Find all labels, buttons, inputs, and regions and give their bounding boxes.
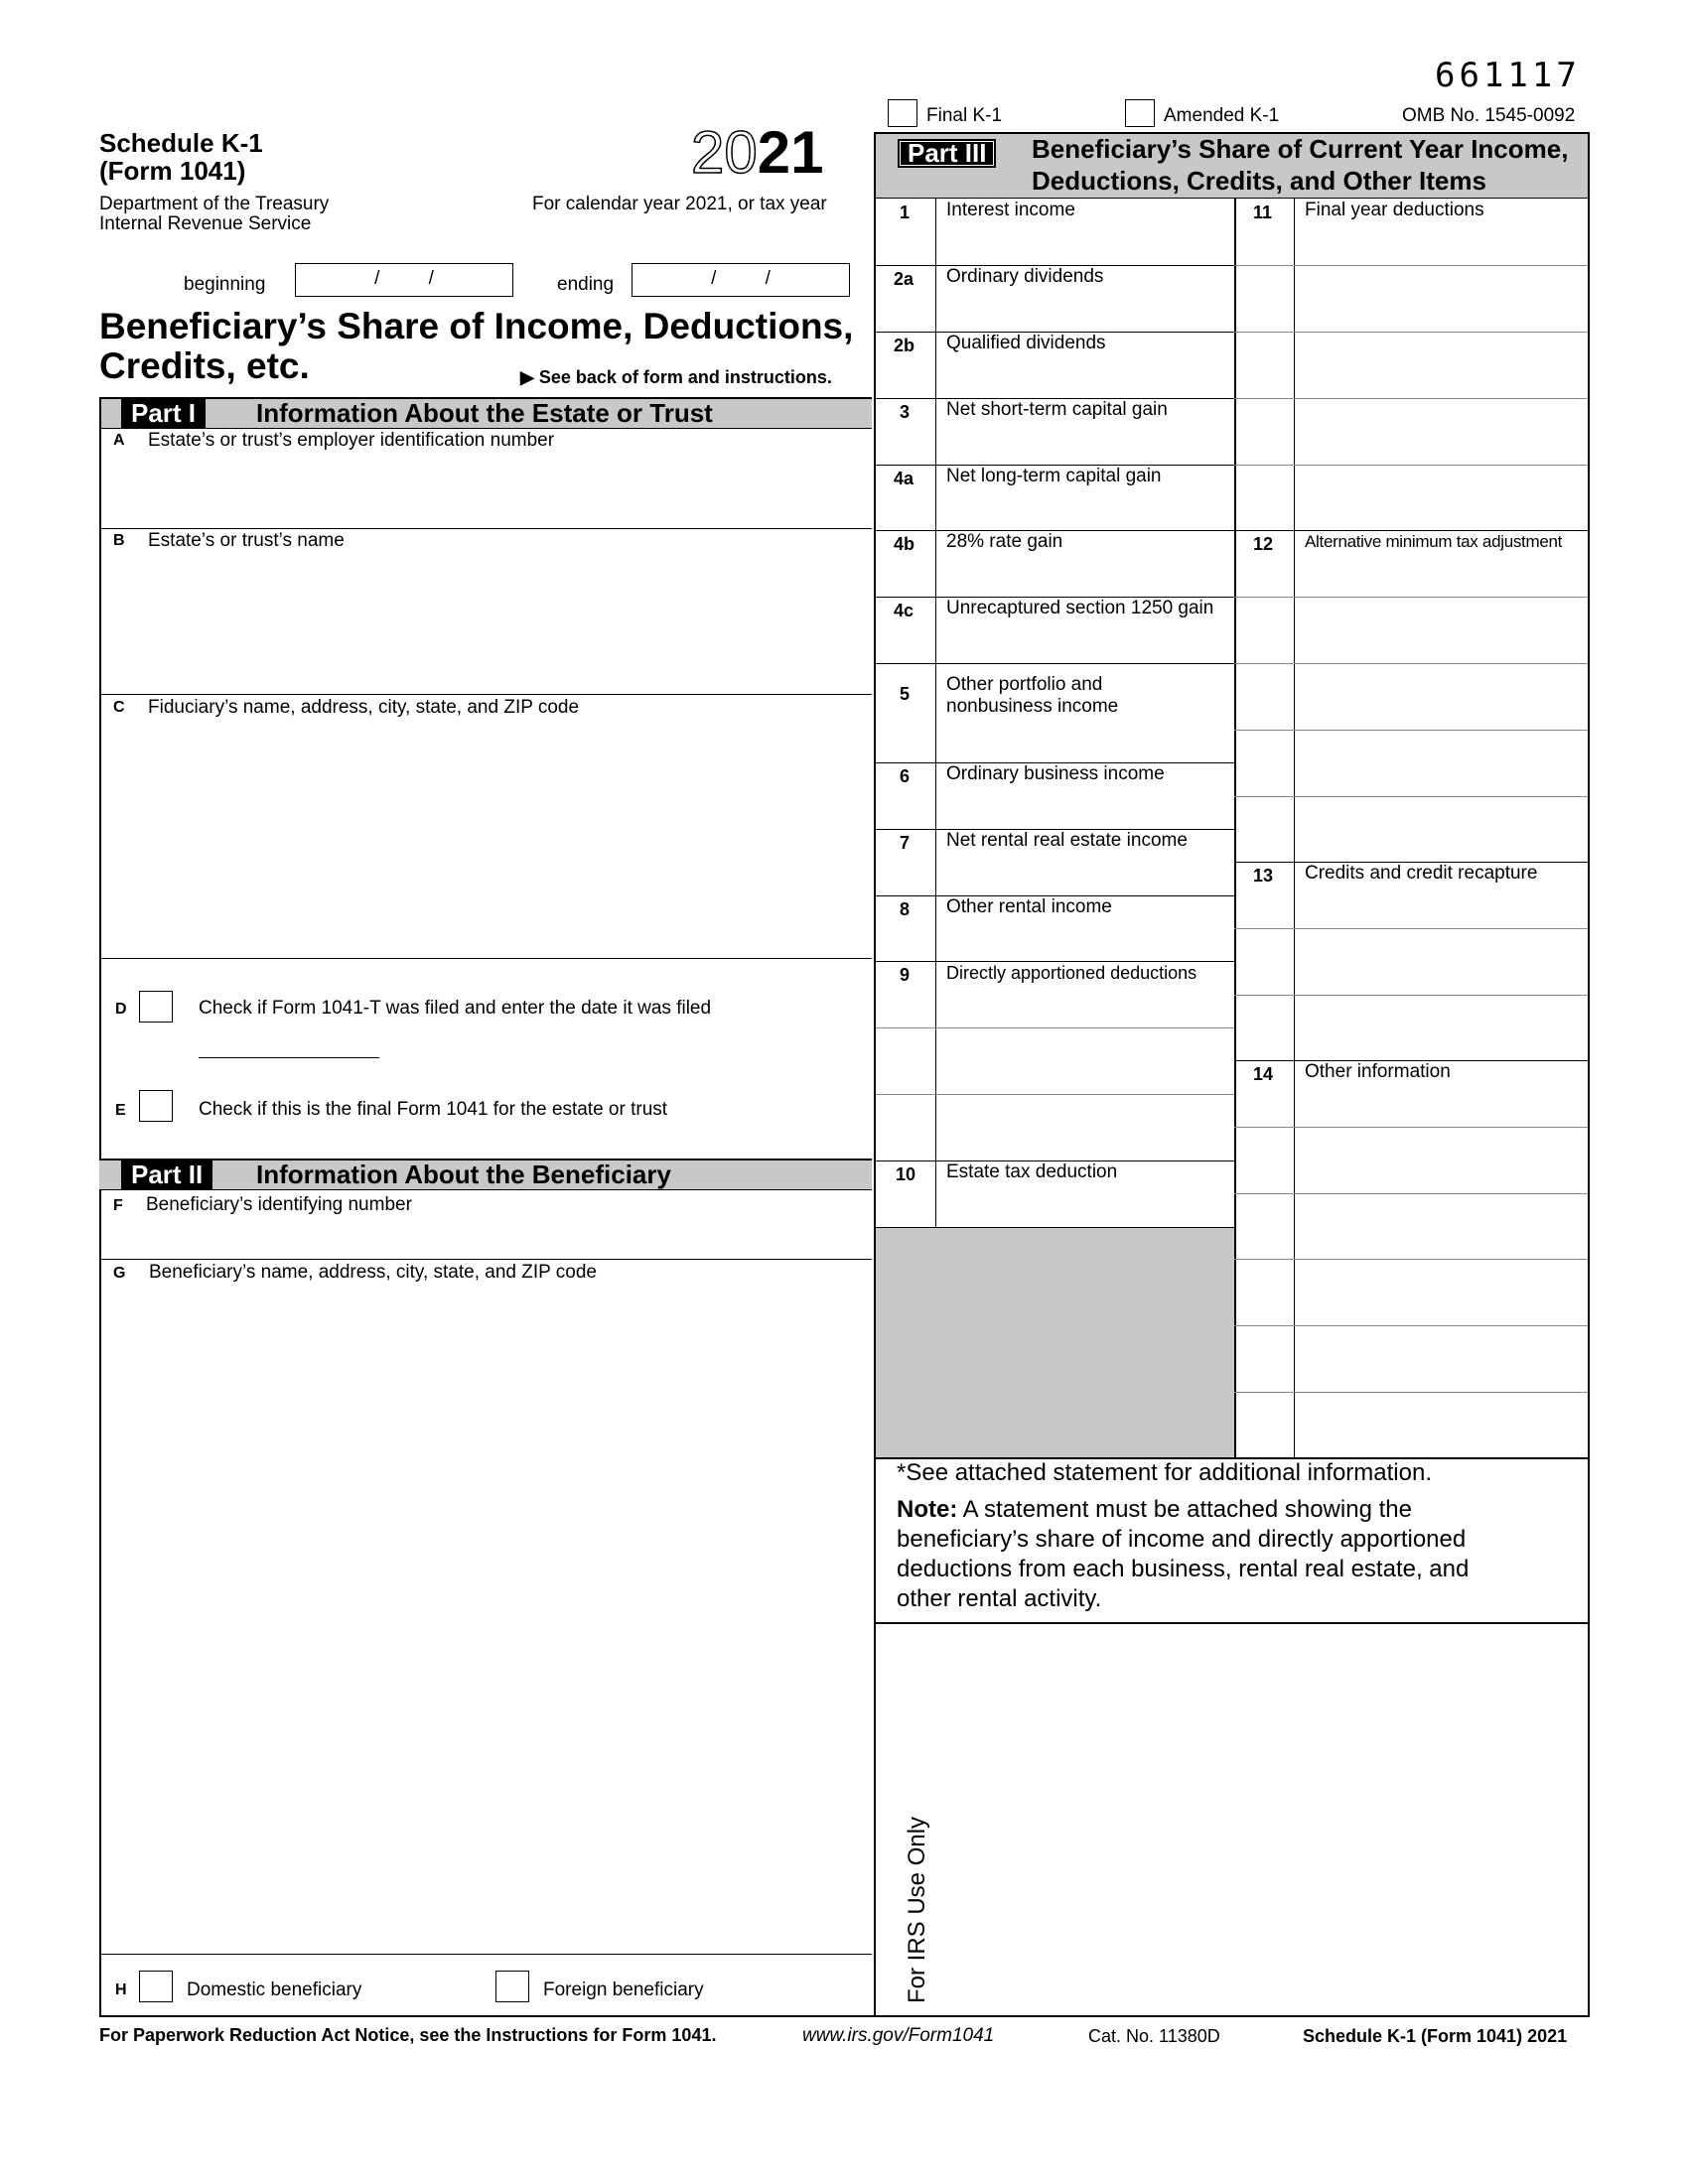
form-barcode-number: 661117 xyxy=(1435,56,1581,95)
line-8-label: Other rental income xyxy=(946,896,1112,917)
row-divider xyxy=(1234,332,1588,333)
line-5-label-2: nonbusiness income xyxy=(946,696,1119,717)
footer-schedule-label: Schedule K-1 (Form 1041) 2021 xyxy=(1303,2026,1568,2046)
form-bottom-border xyxy=(99,2015,1590,2017)
line-12-num: 12 xyxy=(1253,534,1274,554)
paperwork-notice: For Paperwork Reduction Act Notice, see the Instructions for Form 1041. xyxy=(99,2025,717,2045)
note-paragraph xyxy=(897,1495,1469,1614)
line-c-label: Fiduciary’s name, address, city, state, and ZIP code xyxy=(148,697,580,718)
tax-year xyxy=(691,119,824,186)
form-title-line2: Credits, etc. xyxy=(99,345,310,386)
right-num-divider xyxy=(1294,199,1295,1457)
part1-tag: Part I xyxy=(121,399,206,428)
ending-label: ending xyxy=(557,274,615,295)
form-number: (Form 1041) xyxy=(99,156,246,186)
row-divider xyxy=(876,1027,1234,1028)
part3-title-line1: Beneficiary’s Share of Current Year Income, xyxy=(1032,134,1569,164)
see-attached-statement: *See attached statement for additional information. xyxy=(897,1459,1432,1486)
line-b-label: Estate’s or trust’s name xyxy=(148,530,345,551)
row-divider xyxy=(1234,265,1588,266)
line-9-num: 9 xyxy=(900,965,911,985)
ending-date-separators: / / xyxy=(711,268,771,289)
part2-tag: Part II xyxy=(121,1160,212,1189)
final-1041-checkbox[interactable] xyxy=(139,1090,173,1122)
part1-header xyxy=(99,397,872,429)
left-num-divider xyxy=(935,199,936,1227)
line-f-label: Beneficiary’s identifying number xyxy=(146,1194,412,1215)
divider-c-d xyxy=(99,958,872,959)
line-2b-label: Qualified dividends xyxy=(946,333,1106,353)
line-2a-label: Ordinary dividends xyxy=(946,266,1104,287)
divider-b-c xyxy=(99,694,872,695)
row-divider xyxy=(1234,995,1588,996)
final-k1-checkbox[interactable] xyxy=(888,99,917,127)
row-divider xyxy=(1234,597,1588,598)
form-1041t-checkbox[interactable] xyxy=(139,991,173,1023)
note-line4: other rental activity. xyxy=(897,1585,1102,1612)
fiduciary-address-field[interactable] xyxy=(101,721,870,956)
amended-k1-label: Amended K-1 xyxy=(1164,105,1280,126)
divider-a-b xyxy=(99,528,872,529)
line-a-label: Estate’s or trust’s employer identification number xyxy=(148,430,555,451)
line-2a-num: 2a xyxy=(894,269,914,289)
irs-url-link[interactable]: www.irs.gov/Form1041 xyxy=(802,2025,995,2046)
calendar-year-text: For calendar year 2021, or tax year xyxy=(532,194,827,214)
note-bottom-divider xyxy=(874,1622,1590,1624)
line-10-label: Estate tax deduction xyxy=(946,1161,1118,1182)
divider-f-g xyxy=(99,1259,872,1260)
line-a-letter: A xyxy=(113,432,125,449)
row-divider xyxy=(1234,796,1588,797)
line-g-letter: G xyxy=(113,1265,126,1282)
line-d-label: Check if Form 1041-T was filed and enter the date it was filed xyxy=(199,998,712,1019)
line-3-label: Net short-term capital gain xyxy=(946,399,1168,420)
line-14-num: 14 xyxy=(1253,1064,1274,1084)
part3-header xyxy=(876,134,1588,199)
row-divider xyxy=(876,1094,1234,1095)
line-7-label: Net rental real estate income xyxy=(946,830,1188,851)
beneficiary-address-field[interactable] xyxy=(101,1286,870,1951)
part2-header xyxy=(99,1159,872,1190)
row-divider xyxy=(1234,1193,1588,1194)
line-b-letter: B xyxy=(113,532,125,549)
row-divider xyxy=(1234,1392,1588,1393)
department-line1: Department of the Treasury xyxy=(99,194,330,214)
center-divider xyxy=(1234,199,1236,1457)
foreign-beneficiary-checkbox[interactable] xyxy=(495,1971,529,2002)
form-title-line1: Beneficiary’s Share of Income, Deductions, xyxy=(99,306,854,346)
shaded-area xyxy=(876,1228,1234,1457)
line-g-label: Beneficiary’s name, address, city, state, and ZIP code xyxy=(149,1262,597,1283)
schedule-title: Schedule K-1 xyxy=(99,128,263,158)
row-divider xyxy=(1234,465,1588,466)
part2-title: Information About the Beneficiary xyxy=(256,1160,671,1189)
line-c-letter: C xyxy=(113,699,125,716)
line-13-num: 13 xyxy=(1253,866,1274,886)
line-e-label: Check if this is the final Form 1041 for the estate or trust xyxy=(199,1099,668,1120)
line-1-num: 1 xyxy=(900,203,911,222)
form-1041t-date-field[interactable] xyxy=(199,1057,379,1058)
line-h-letter: H xyxy=(115,1981,127,1998)
foreign-beneficiary-label: Foreign beneficiary xyxy=(543,1979,704,2000)
line-e-letter: E xyxy=(115,1102,126,1119)
note-line3: deductions from each business, rental real estate, and xyxy=(897,1556,1470,1582)
irs-use-only-label: For IRS Use Only xyxy=(904,1816,930,2003)
line-7-num: 7 xyxy=(900,833,911,853)
row-divider xyxy=(1234,398,1588,399)
row-divider xyxy=(876,663,1234,664)
ending-date-field[interactable] xyxy=(632,263,850,297)
domestic-beneficiary-checkbox[interactable] xyxy=(139,1971,173,2002)
line-6-num: 6 xyxy=(900,766,911,786)
line-f-letter: F xyxy=(113,1197,123,1214)
part3-title-line2: Deductions, Credits, and Other Items xyxy=(1032,166,1486,196)
line-12-label: Alternative minimum tax adjustment xyxy=(1305,532,1563,551)
divider-g-h xyxy=(99,1954,872,1955)
line-3-num: 3 xyxy=(900,402,911,422)
row-divider xyxy=(1234,928,1588,929)
part1-title: Information About the Estate or Trust xyxy=(256,398,713,428)
row-divider xyxy=(1234,663,1588,664)
line-11-label: Final year deductions xyxy=(1305,200,1484,220)
line-5-num: 5 xyxy=(900,684,911,704)
ein-field[interactable] xyxy=(101,452,870,526)
line-4a-num: 4a xyxy=(894,469,914,488)
department-line2: Internal Revenue Service xyxy=(99,213,312,234)
line-13-label: Credits and credit recapture xyxy=(1305,863,1538,884)
row-divider xyxy=(1234,1127,1588,1128)
domestic-beneficiary-label: Domestic beneficiary xyxy=(187,1979,362,2000)
tax-year-suffix: 21 xyxy=(757,119,824,186)
note-bold: Note: xyxy=(897,1496,958,1523)
line-4b-label: 28% rate gain xyxy=(946,531,1063,552)
line-4a-label: Net long-term capital gain xyxy=(946,466,1162,486)
final-k1-label: Final K-1 xyxy=(926,105,1003,126)
line-1-label: Interest income xyxy=(946,200,1075,220)
line-4c-label: Unrecaptured section 1250 gain xyxy=(946,598,1214,618)
note-line2: beneficiary’s share of income and directly apportioned xyxy=(897,1526,1467,1553)
line-8-num: 8 xyxy=(900,899,911,919)
beginning-date-separators: / / xyxy=(374,268,434,289)
line-10-num: 10 xyxy=(896,1164,916,1184)
beneficiary-id-field[interactable] xyxy=(101,1217,870,1257)
line-4c-num: 4c xyxy=(894,601,914,620)
catalog-number: Cat. No. 11380D xyxy=(1088,2026,1220,2046)
omb-number: OMB No. 1545-0092 xyxy=(1402,105,1576,126)
estate-name-field[interactable] xyxy=(101,554,870,693)
tax-year-prefix: 20 xyxy=(691,119,758,186)
note-line1: A statement must be attached showing the xyxy=(957,1496,1412,1523)
row-divider xyxy=(1234,1325,1588,1326)
beginning-date-field[interactable] xyxy=(295,263,513,297)
amended-k1-checkbox[interactable] xyxy=(1125,99,1155,127)
row-divider xyxy=(1234,730,1588,731)
line-14-label: Other information xyxy=(1305,1061,1451,1082)
line-11-num: 11 xyxy=(1253,203,1273,222)
line-2b-num: 2b xyxy=(894,336,915,355)
row-divider xyxy=(1234,1259,1588,1260)
line-9-label: Directly apportioned deductions xyxy=(946,963,1197,983)
part3-tag: Part III xyxy=(898,139,996,168)
beginning-label: beginning xyxy=(184,274,266,295)
see-back-instructions: ▶ See back of form and instructions. xyxy=(520,367,832,387)
line-4b-num: 4b xyxy=(894,534,915,554)
line-6-label: Ordinary business income xyxy=(946,763,1165,784)
line-5-label: Other portfolio and xyxy=(946,674,1103,695)
line-d-letter: D xyxy=(115,1001,127,1018)
